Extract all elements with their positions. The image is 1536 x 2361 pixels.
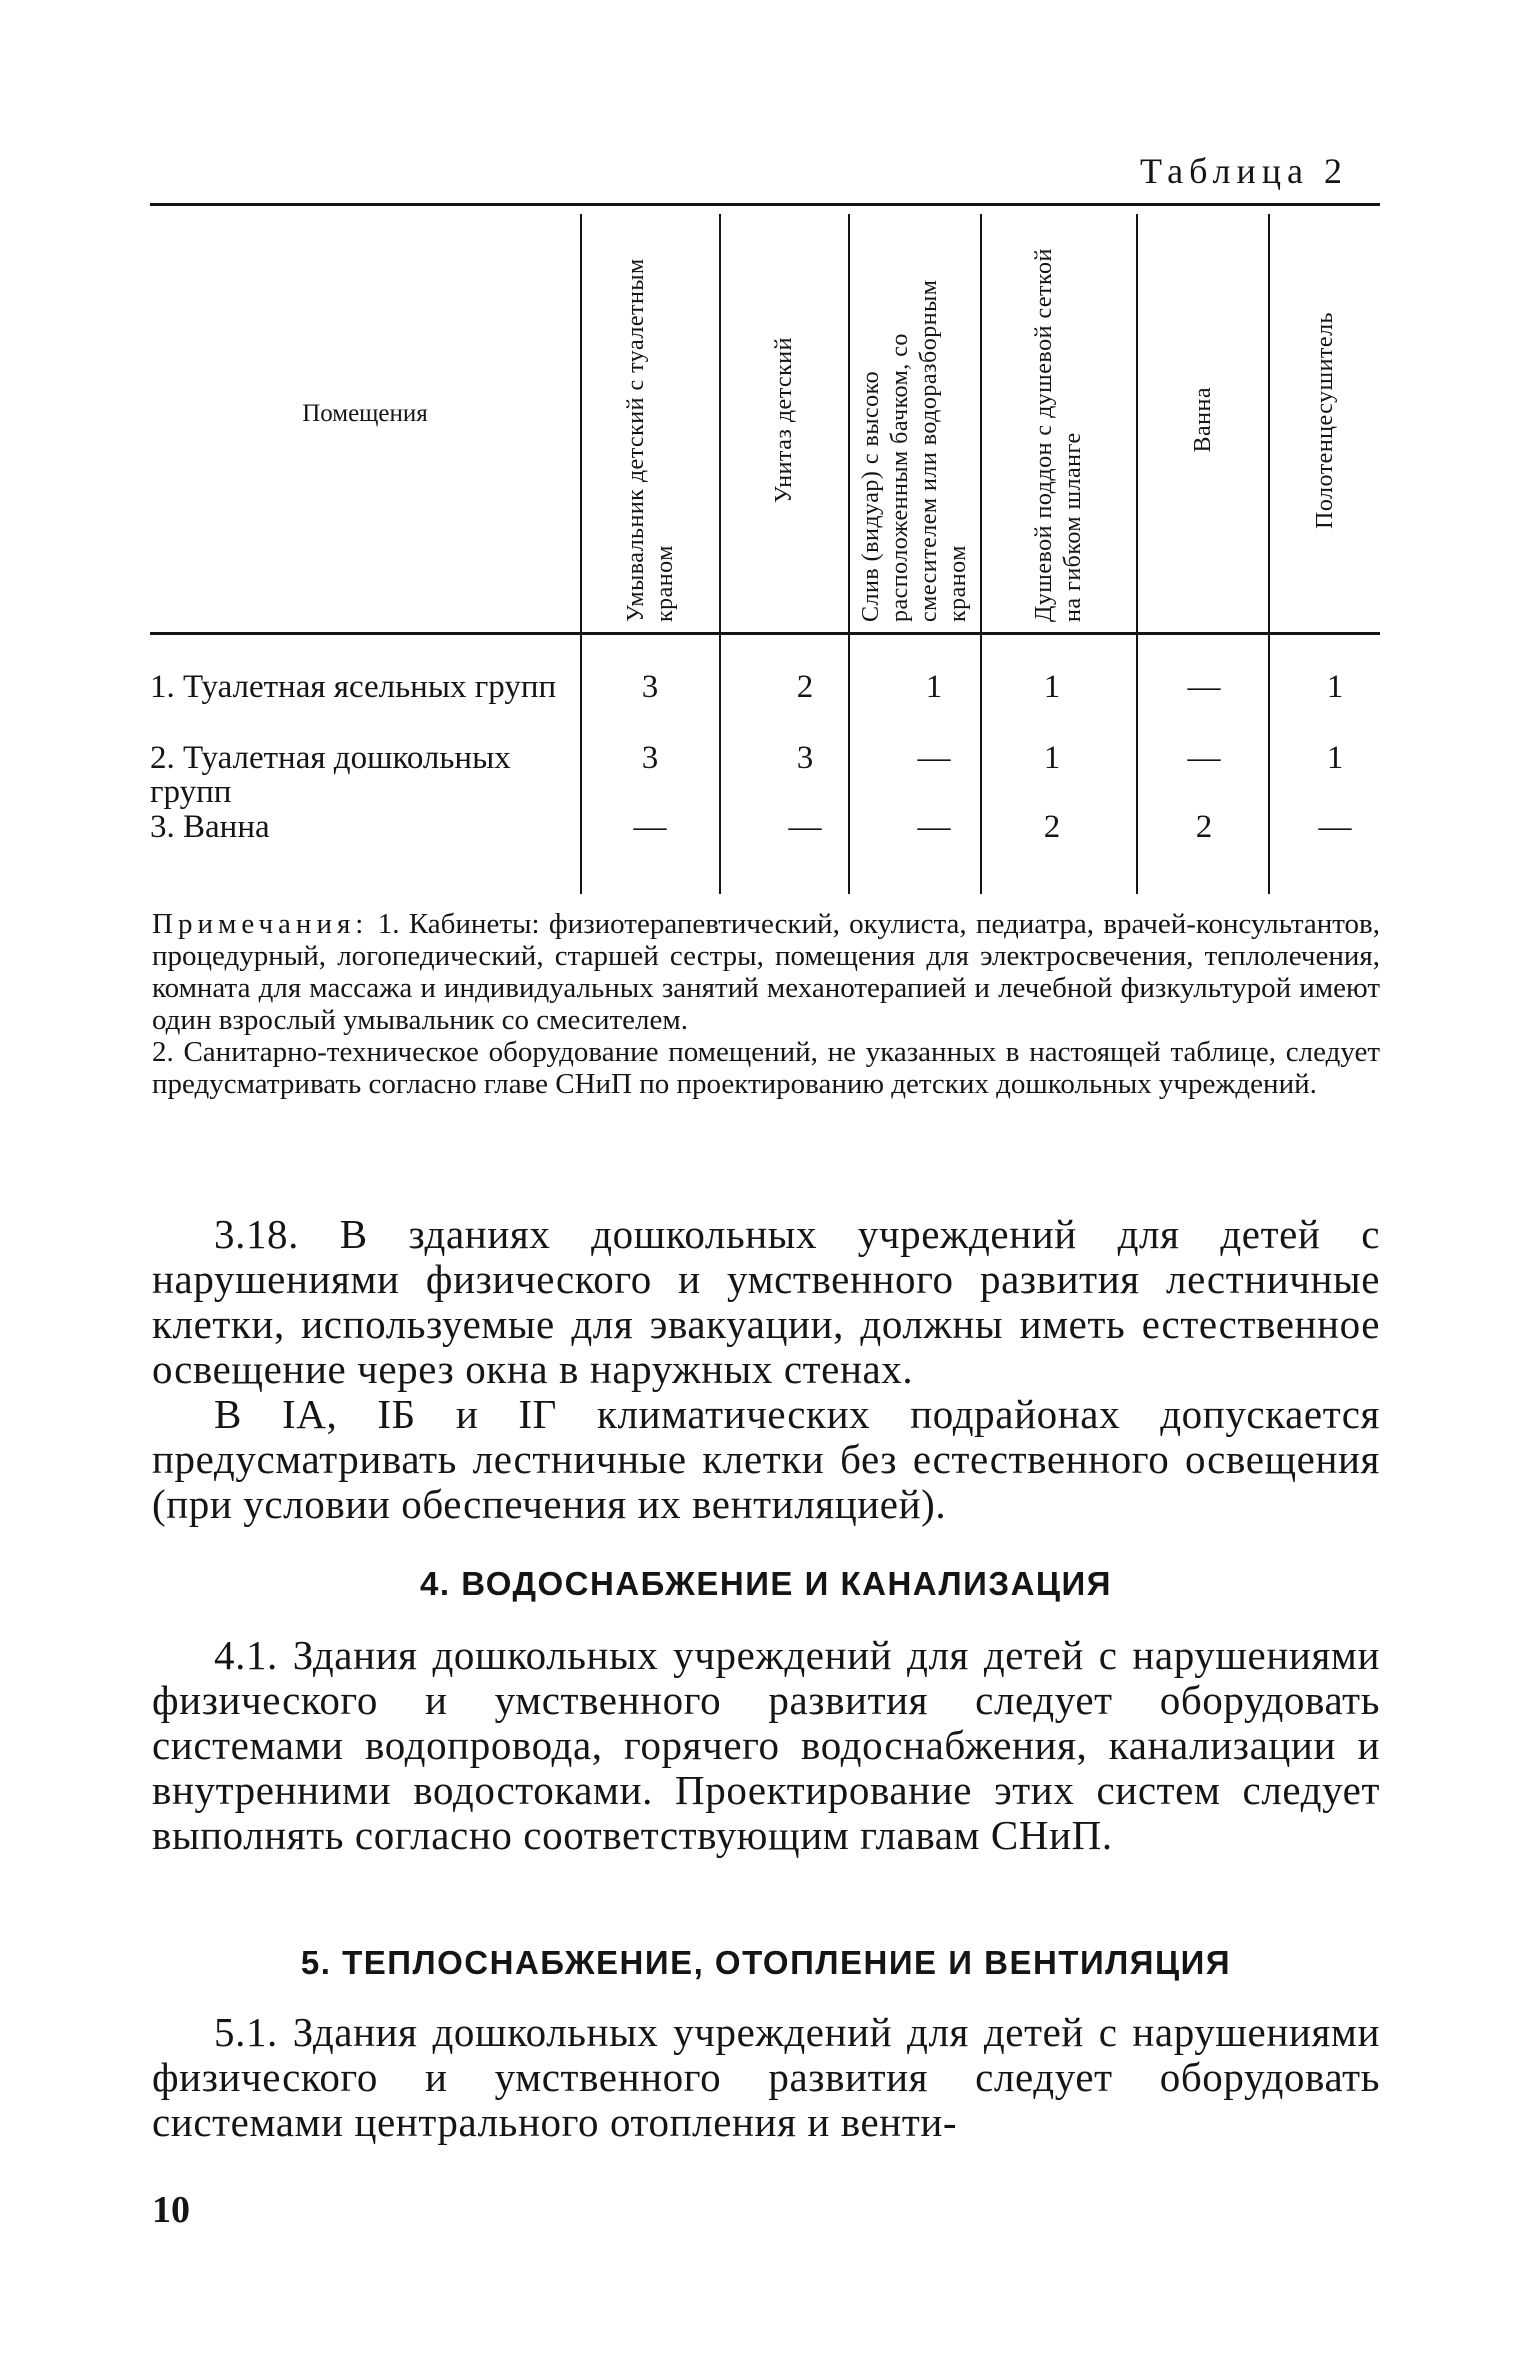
column-header bbox=[850, 214, 980, 626]
table-cell: — bbox=[917, 809, 951, 845]
section-heading: 5. ТЕПЛОСНАБЖЕНИЕ, ОТОПЛЕНИЕ И ВЕНТИЛЯЦИЯ bbox=[300, 1944, 1232, 1981]
column-header-label: Слив (видуар) с высоко расположенным бачком, со смесителем или водоразборным краном bbox=[858, 279, 971, 622]
table-cell: 2 bbox=[1195, 809, 1213, 845]
paragraph-5-1 bbox=[152, 2010, 1380, 2145]
table-row-label: 2. Туалетная дошкольных групп bbox=[150, 740, 511, 810]
table-cell: 2 bbox=[796, 669, 814, 705]
table-row-label: 1. Туалетная ясельных групп bbox=[150, 669, 557, 705]
notes-heading: Примечания: bbox=[152, 908, 369, 940]
note-1 bbox=[152, 908, 1380, 1036]
paragraph-4-1 bbox=[152, 1633, 1380, 1858]
table-notes bbox=[152, 908, 1380, 1100]
table-label: Таблица 2 bbox=[1140, 151, 1348, 191]
table-cell: — bbox=[633, 809, 667, 845]
table-cell: 3 bbox=[796, 740, 814, 776]
table-cell: 1 bbox=[1326, 669, 1344, 705]
table-header-rule bbox=[150, 632, 1380, 635]
table-cell: 1 bbox=[1326, 740, 1344, 776]
table-cell: 2 bbox=[1043, 809, 1061, 845]
note-1-text: 1. Кабинеты: физиотерапевтический, окулиста, педиатра, врачей-консультантов, процедурный, логопедический, старшей сестры, помещения для электросвечения, теплолечения, комната для массажа и индивидуальных занятий механотерапией и лечебной физкультурой имеют один взрослый умывальник со смесителем. bbox=[152, 908, 1380, 1036]
column-header bbox=[1138, 214, 1268, 626]
table-cell: 1 bbox=[1043, 669, 1061, 705]
note-2: 2. Санитарно-техническое оборудование помещений, не указанных в настоящей таблице, следует предусматривать согласно главе СНиП по проектированию детских дошкольных учреждений. bbox=[152, 1036, 1380, 1100]
column-header bbox=[982, 214, 1136, 626]
page-number: 10 bbox=[152, 2189, 190, 2231]
table-top-rule bbox=[150, 203, 1380, 206]
paragraph-text: 3.18. В зданиях дошкольных учреждений для детей с нарушениями физического и умственного развития лестничные клетки, используемые для эвакуации, должны иметь естественное освещение через окна в наружных стенах. bbox=[152, 1211, 1380, 1392]
paragraph-text: 4.1. Здания дошкольных учреждений для детей с нарушениями физического и умственного развития следует оборудовать системами водопровода, горячего водоснабжения, канализации и внутренними водостоками. Проектирование этих систем следует выполнять согласно соответствующим главам СНиП. bbox=[152, 1632, 1380, 1858]
column-header bbox=[582, 214, 719, 626]
column-header-label: Душевой поддон с душевой сеткой на гибком шланге bbox=[1031, 248, 1086, 622]
column-header bbox=[1270, 214, 1380, 626]
table-row-label: 3. Ванна bbox=[150, 809, 270, 845]
table-cell: — bbox=[788, 809, 822, 845]
column-header-label: Унитаз детский bbox=[771, 336, 797, 504]
column-header-label: Умывальник детский с туалетным краном bbox=[622, 258, 678, 622]
table-cell: 3 bbox=[641, 740, 659, 776]
table-cell: — bbox=[1187, 669, 1221, 705]
table-cell: 1 bbox=[925, 669, 943, 705]
paragraph-text: 5.1. Здания дошкольных учреждений для детей с нарушениями физического и умственного развития следует оборудовать системами центрального отопления и венти- bbox=[152, 2009, 1380, 2145]
table-cell: 1 bbox=[1043, 740, 1061, 776]
table-cell: — bbox=[1187, 740, 1221, 776]
section-heading: 4. ВОДОСНАБЖЕНИЕ И КАНАЛИЗАЦИЯ bbox=[420, 1565, 1112, 1602]
paragraph-text: В IА, IБ и IГ климатических подрайонах допускается предусматривать лестничные клетки без естественного освещения (при условии обеспечения их вентиляцией). bbox=[152, 1391, 1380, 1527]
column-header bbox=[721, 214, 848, 626]
rooms-column-header: Помещения bbox=[302, 400, 428, 427]
column-header-label: Полотенцесушитель bbox=[1311, 311, 1338, 529]
paragraph-3-18 bbox=[152, 1212, 1380, 1527]
column-header-label: Ванна bbox=[1189, 387, 1216, 453]
table-cell: — bbox=[1318, 809, 1352, 845]
table-cell: — bbox=[917, 740, 951, 776]
table-cell: 3 bbox=[641, 669, 659, 705]
